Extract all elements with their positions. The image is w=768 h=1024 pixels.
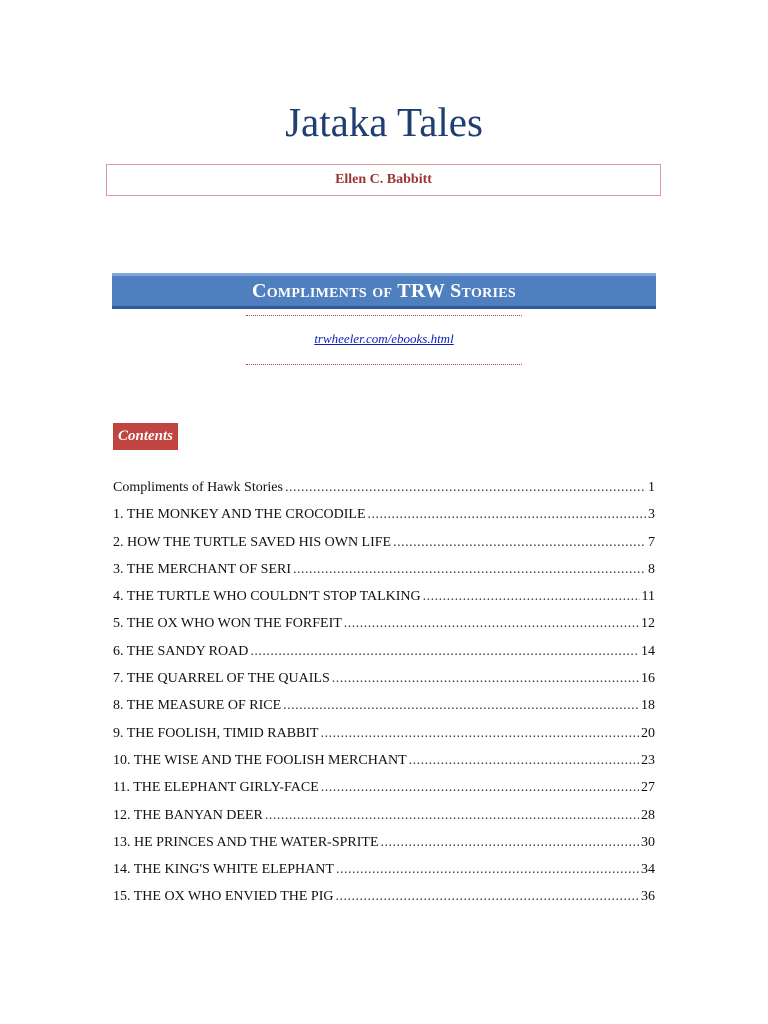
toc-dot-leader [250,644,639,660]
toc-entry[interactable] [113,808,655,835]
toc-entry-title: 6. THE SANDY ROAD [113,643,249,659]
toc-dot-leader [381,835,639,851]
toc-entry-page: 30 [641,834,655,850]
toc-entry[interactable] [113,835,655,862]
toc-entry-page: 18 [641,698,655,714]
toc-entry-title: 12. THE BANYAN DEER [113,807,263,823]
toc-entry[interactable] [113,862,655,889]
toc-entry[interactable] [113,780,655,807]
toc-entry-title: 5. THE OX WHO WON THE FORFEIT [113,616,342,632]
toc-dot-leader [332,671,639,687]
toc-entry-page: 1 [648,480,655,495]
toc-entry[interactable] [113,726,655,753]
toc-dot-leader [336,862,639,878]
dotted-divider-bottom [246,364,522,365]
toc-entry[interactable] [113,589,655,616]
toc-entry[interactable] [113,562,655,589]
toc-dot-leader [293,562,646,578]
contents-label: Contents [117,428,174,444]
toc-entry-page: 11 [641,589,655,605]
document-title: Jataka Tales [285,99,483,145]
toc-entry-page: 14 [641,643,655,659]
author-box [106,164,661,196]
toc-entry[interactable] [113,507,655,534]
toc-dot-leader [368,507,646,523]
toc-entry[interactable] [113,535,655,562]
ebooks-link[interactable]: trwheeler.com/ebooks.html [314,331,454,346]
toc-entry-title: Compliments of Hawk Stories [113,480,283,495]
toc-entry[interactable] [113,616,655,643]
toc-entry-page: 7 [648,534,655,550]
toc-entry-page: 3 [648,507,655,523]
toc-dot-leader [283,698,639,714]
toc-entry-page: 20 [641,725,655,741]
toc-entry-page: 23 [641,752,655,768]
toc-dot-leader [285,480,646,496]
toc-entry-page: 28 [641,807,655,823]
toc-entry-title: 15. THE OX WHO ENVIED THE PIG [113,889,334,905]
compliments-banner [112,273,656,309]
toc-dot-leader [321,780,639,796]
toc-entry[interactable] [113,889,655,916]
toc-entry-title: 7. THE QUARREL OF THE QUAILS [113,671,330,687]
toc-dot-leader [423,589,640,605]
toc-entry[interactable] [113,480,655,507]
toc-entry-title: 9. THE FOOLISH, TIMID RABBIT [113,725,319,741]
toc-entry-title: 11. THE ELEPHANT GIRLY-FACE [113,780,319,796]
toc-dot-leader [409,753,639,769]
dotted-divider-top [246,315,522,316]
toc-dot-leader [393,535,646,551]
toc-entry[interactable] [113,753,655,780]
toc-entry[interactable] [113,671,655,698]
toc-dot-leader [265,808,639,824]
toc-entry-title: 4. THE TURTLE WHO COULDN'T STOP TALKING [113,589,421,605]
author-name: Ellen C. Babbitt [335,172,432,187]
toc-dot-leader [344,616,639,632]
toc-entry-page: 34 [641,862,655,878]
toc-entry-page: 27 [641,780,655,796]
toc-entry-title: 10. THE WISE AND THE FOOLISH MERCHANT [113,752,407,768]
toc-entry-page: 8 [648,561,655,577]
toc-entry-title: 8. THE MEASURE OF RICE [113,698,282,714]
banner-text: Compliments of TRW Stories [251,279,517,302]
toc-entry-title: 3. THE MERCHANT OF SERI [113,561,292,577]
toc-dot-leader [335,889,639,905]
toc-entry[interactable] [113,698,655,725]
toc-entry-page: 36 [641,889,655,905]
toc-entry[interactable] [113,644,655,671]
toc-entry-title: 2. HOW THE TURTLE SAVED HIS OWN LIFE [113,534,392,550]
toc-entry-page: 16 [641,671,655,687]
table-of-contents [113,480,655,917]
toc-entry-title: 13. HE PRINCES AND THE WATER-SPRITE [113,834,379,850]
toc-entry-title: 14. THE KING'S WHITE ELEPHANT [113,862,334,878]
toc-entry-title: 1. THE MONKEY AND THE CROCODILE [113,507,366,523]
contents-heading [113,423,178,450]
toc-dot-leader [321,726,639,742]
toc-entry-page: 12 [641,616,655,632]
